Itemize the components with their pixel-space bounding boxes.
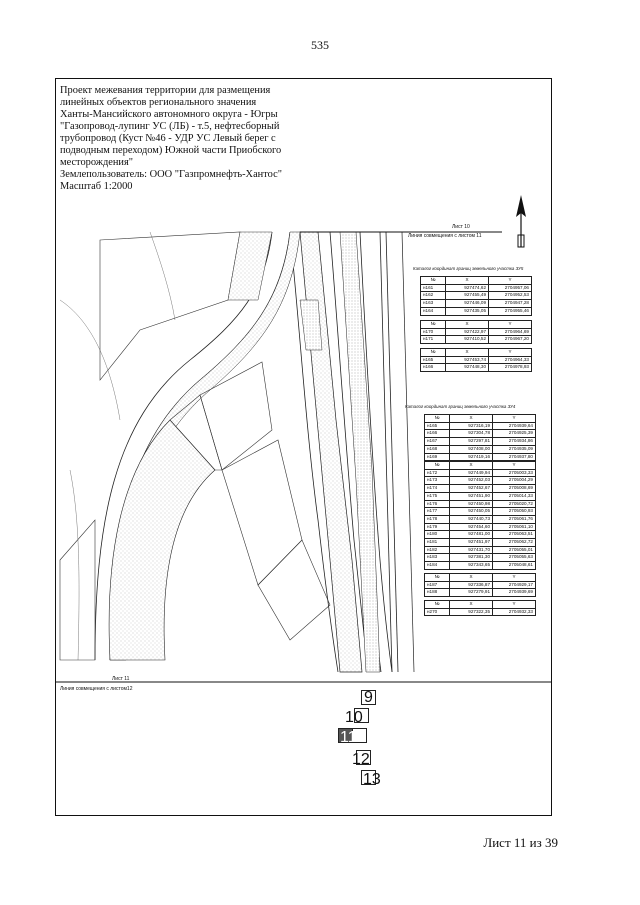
table-cell: 2704939,64 <box>493 422 536 430</box>
table-cell: н162 <box>421 292 446 300</box>
table-cell: 927448,30 <box>446 364 489 372</box>
coordinate-table <box>420 348 532 372</box>
table-header-cell: № <box>421 349 446 357</box>
table-cell: н188 <box>425 589 450 597</box>
top-sheet-label: Лист 10 <box>452 224 470 230</box>
table-cell: 927297,81 <box>450 438 493 446</box>
table-header-row <box>425 601 536 609</box>
table-cell: 927452,67 <box>450 485 493 493</box>
table-cell: 2705061,76 <box>493 515 536 523</box>
table-cell: 2705014,33 <box>493 492 536 500</box>
table-cell: 927450,05 <box>450 508 493 516</box>
table-header-cell: X <box>446 321 489 329</box>
table-header-row <box>421 321 532 329</box>
table-cell: н180 <box>425 531 450 539</box>
table-row <box>425 477 536 485</box>
coordinate-table <box>424 414 536 461</box>
table-row <box>425 485 536 493</box>
table-header-cell: X <box>450 574 493 582</box>
parcel-1 <box>100 232 240 380</box>
table-cell: н177 <box>425 508 450 516</box>
table-cell: 2704978,93 <box>489 364 532 372</box>
table-header-cell: Y <box>489 321 532 329</box>
table-header-row <box>425 415 536 423</box>
table-cell: 927304,78 <box>450 430 493 438</box>
table-cell: 2704929,17 <box>493 581 536 589</box>
table-cell: 2704955,46 <box>489 307 532 315</box>
parcel-6 <box>60 520 95 660</box>
table-cell: 2705004,29 <box>493 477 536 485</box>
table-cell: 2704967,20 <box>489 336 532 344</box>
parcel-8 <box>300 300 322 350</box>
table-header-row <box>425 462 536 470</box>
title-line: Проект межевания территории для размещения <box>60 85 271 96</box>
table-cell: 2704957,06 <box>489 284 532 292</box>
page-number: 535 <box>311 38 329 52</box>
table-cell: 927481,00 <box>450 531 493 539</box>
parcel-4 <box>258 540 330 640</box>
table-header-cell: Y <box>489 277 532 285</box>
coordinate-table <box>420 276 532 316</box>
table-row <box>425 546 536 554</box>
table-row <box>421 364 532 372</box>
table-cell: 927422,97 <box>446 328 489 336</box>
title-line: месторождения" <box>60 157 134 168</box>
table-cell: 2705063,51 <box>493 531 536 539</box>
table-cell: н175 <box>425 492 450 500</box>
table-row <box>425 554 536 562</box>
table-row <box>425 531 536 539</box>
table-header-cell: № <box>425 574 450 582</box>
table-row <box>425 453 536 461</box>
table-cell: 927410,52 <box>446 336 489 344</box>
title-line: "Газопровод-лупинг УС (ЛБ) - т.5, нефтесборный <box>60 121 280 132</box>
table-row <box>425 492 536 500</box>
table-cell: н178 <box>425 515 450 523</box>
table-row <box>421 292 532 300</box>
contour-1 <box>60 300 120 420</box>
catalog-title-zu5: Каталог координат границ земельного участка ЗУ5 <box>413 266 524 271</box>
table-cell: 927343,65 <box>450 562 493 570</box>
coordinate-table <box>420 320 532 344</box>
table-cell: 2705061,10 <box>493 523 536 531</box>
table-row <box>425 508 536 516</box>
road-line-2 <box>386 232 398 672</box>
coordinate-table <box>424 461 536 570</box>
sheet-index-label: 13 <box>363 771 381 788</box>
north-arrow-icon <box>512 195 530 255</box>
table-row <box>421 307 532 315</box>
table-cell: 927446,09 <box>446 300 489 308</box>
table-cell: н169 <box>425 453 450 461</box>
table-row <box>421 328 532 336</box>
table-cell: 2705020,72 <box>493 500 536 508</box>
parcel-7 <box>228 232 272 300</box>
table-cell: н183 <box>425 554 450 562</box>
title-line: подводным переходом) Южной части Приобского <box>60 145 282 156</box>
table-cell: н166 <box>421 364 446 372</box>
table-header-cell: Y <box>493 415 536 423</box>
table-header-cell: Y <box>489 349 532 357</box>
table-cell: н187 <box>425 581 450 589</box>
table-cell: 927408,00 <box>450 445 493 453</box>
contour-2 <box>70 470 79 660</box>
table-cell: 927336,87 <box>450 581 493 589</box>
table-header-cell: X <box>450 601 493 609</box>
road-line-3 <box>402 232 414 672</box>
table-cell: 927279,91 <box>450 589 493 597</box>
sheet-index-label: 10 <box>345 709 363 726</box>
table-cell: 2704964,33 <box>489 356 532 364</box>
table-cell: н184 <box>425 562 450 570</box>
table-cell: 927316,19 <box>450 422 493 430</box>
table-cell: н270 <box>425 608 450 616</box>
road-line-1 <box>380 232 392 672</box>
table-cell: н174 <box>425 485 450 493</box>
table-cell: 2705003,33 <box>493 469 536 477</box>
table-row <box>425 430 536 438</box>
sheet-index-label: 11 <box>340 729 357 746</box>
table-cell: н181 <box>425 539 450 547</box>
table-cell: 2704932,33 <box>493 608 536 616</box>
catalog-title-zu4: Каталог координат границ земельного участка ЗУ4 <box>405 404 516 409</box>
title-line: Масштаб 1:2000 <box>60 181 133 192</box>
table-header-cell: Y <box>493 462 536 470</box>
table-header-cell: № <box>425 601 450 609</box>
table-header-row <box>421 277 532 285</box>
table-row <box>421 336 532 344</box>
table-cell: 927419,16 <box>450 453 493 461</box>
table-header-cell: Y <box>493 574 536 582</box>
table-cell: н170 <box>421 328 446 336</box>
table-cell: 2704925,39 <box>493 430 536 438</box>
table-cell: н164 <box>421 307 446 315</box>
table-row <box>425 500 536 508</box>
table-row <box>425 422 536 430</box>
table-cell: 927474,62 <box>446 284 489 292</box>
table-cell: 927455,49 <box>446 292 489 300</box>
table-cell: 927381,30 <box>450 554 493 562</box>
table-cell: н165 <box>425 422 450 430</box>
table-header-cell: № <box>425 462 450 470</box>
sheet-index-label: 9 <box>364 689 373 706</box>
table-cell: 2704937,80 <box>493 453 536 461</box>
table-row <box>425 438 536 446</box>
table-row <box>425 608 536 616</box>
top-matchline-label: Линия совмещения с листом 11 <box>408 233 482 239</box>
table-row <box>425 581 536 589</box>
table-row <box>421 300 532 308</box>
table-cell: 2704947,28 <box>489 300 532 308</box>
table-cell: н165 <box>421 356 446 364</box>
table-cell: 927454,60 <box>450 523 493 531</box>
bottom-sheet-label: Лист 11 <box>112 676 130 682</box>
table-cell: 2705055,01 <box>493 546 536 554</box>
table-row <box>425 589 536 597</box>
table-cell: 2704935,09 <box>493 445 536 453</box>
table-header-cell: X <box>450 415 493 423</box>
table-header-cell: № <box>425 415 450 423</box>
table-row <box>425 515 536 523</box>
table-cell: 2705048,61 <box>493 562 536 570</box>
table-header-cell: X <box>446 349 489 357</box>
table-cell: 927450,98 <box>450 500 493 508</box>
table-cell: н176 <box>425 500 450 508</box>
table-header-cell: № <box>421 321 446 329</box>
table-header-cell: № <box>421 277 446 285</box>
table-cell: 927322,35 <box>450 608 493 616</box>
table-cell: 927440,73 <box>450 515 493 523</box>
table-cell: н172 <box>425 469 450 477</box>
title-line: линейных объектов регионального значения <box>60 97 257 108</box>
table-cell: 2704952,53 <box>489 292 532 300</box>
table-cell: н168 <box>425 445 450 453</box>
table-cell: 2705055,63 <box>493 554 536 562</box>
coordinate-table <box>424 573 536 597</box>
table-cell: н182 <box>425 546 450 554</box>
sheet-footer: Лист 11 из 39 <box>483 835 558 850</box>
table-cell: н171 <box>421 336 446 344</box>
table-header-cell: Y <box>493 601 536 609</box>
table-cell: н167 <box>425 438 450 446</box>
table-cell: 2704934,86 <box>493 438 536 446</box>
lower-left-band <box>109 420 215 660</box>
table-cell: н161 <box>421 284 446 292</box>
table-cell: 927452,03 <box>450 477 493 485</box>
parcel-3 <box>222 440 302 585</box>
coordinate-table <box>424 600 536 616</box>
table-cell: н179 <box>425 523 450 531</box>
title-line: трубопровод (Куст №46 - УДР УС Левый берег с <box>60 133 276 144</box>
table-header-row <box>425 574 536 582</box>
table-header-row <box>421 349 532 357</box>
title-line: Ханты-Мансийского автономного округа - Югры <box>60 109 278 120</box>
table-row <box>425 469 536 477</box>
table-cell: 2705050,93 <box>493 508 536 516</box>
table-cell: 927449,94 <box>450 469 493 477</box>
table-cell: 927451,97 <box>450 539 493 547</box>
table-cell: н173 <box>425 477 450 485</box>
table-row <box>425 562 536 570</box>
table-cell: н163 <box>421 300 446 308</box>
table-header-cell: X <box>450 462 493 470</box>
table-cell: н166 <box>425 430 450 438</box>
table-header-cell: X <box>446 277 489 285</box>
table-row <box>425 445 536 453</box>
bottom-matchline-label: Линия совмещения с листом12 <box>60 686 133 692</box>
table-row <box>425 523 536 531</box>
table-cell: 2705008,69 <box>493 485 536 493</box>
title-block <box>60 85 310 193</box>
contour-3 <box>150 232 175 320</box>
table-row <box>425 539 536 547</box>
table-cell: 927453,74 <box>446 356 489 364</box>
table-row <box>421 356 532 364</box>
table-cell: 2705062,72 <box>493 539 536 547</box>
table-cell: 927451,90 <box>450 492 493 500</box>
table-cell: 927431,70 <box>450 546 493 554</box>
table-cell: 927435,05 <box>446 307 489 315</box>
title-line: Землепользователь: ООО "Газпромнефть-Хантос" <box>60 169 282 180</box>
sheet-index-label: 12 <box>352 751 370 768</box>
table-cell: 2704939,69 <box>493 589 536 597</box>
table-cell: 2704964,69 <box>489 328 532 336</box>
table-row <box>421 284 532 292</box>
